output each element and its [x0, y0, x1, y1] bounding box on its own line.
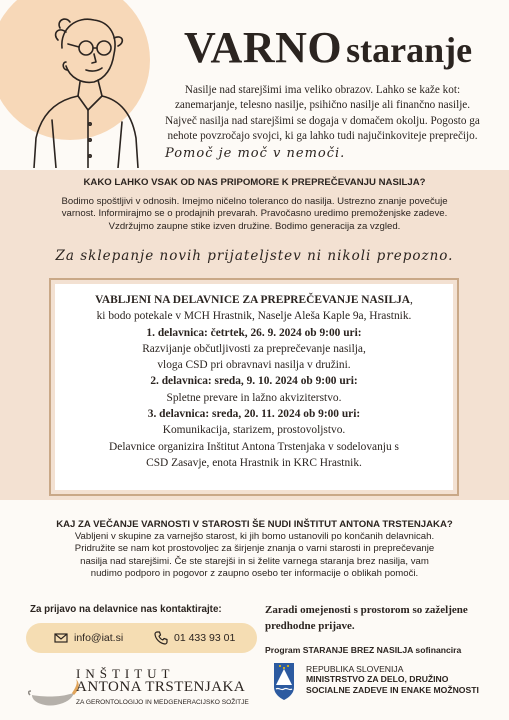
- intro-line: Največ nasilja nad starejšimi se dogaja v domačem okolju. Pogosto ga: [165, 114, 480, 127]
- ministry-line3: SOCIALNE ZADEVE IN ENAKE MOŽNOSTI: [306, 684, 479, 695]
- section2-paragraph: [0, 531, 509, 581]
- phone-icon: [154, 631, 168, 645]
- intro-line: nehote povzročajo svojci, ki ga lahko tudi najučinkoviteje preprečijo.: [167, 129, 478, 142]
- invite-line: [55, 292, 453, 308]
- phone-link[interactable]: 01 433 93 01: [174, 632, 236, 644]
- section1-line: varnost. Informirajmo se o prodajnih prevarah. Pravočasno uredimo premoženjske zadeve.: [61, 208, 448, 220]
- intro-paragraph: [150, 83, 495, 144]
- elderly-man-illustration: [22, 8, 142, 168]
- contact-label: Za prijavo na delavnice nas kontaktirajte:: [30, 604, 222, 615]
- institute-line1: INŠTITUT: [76, 666, 175, 681]
- section1-heading: KAKO LAHKO VSAK OD NAS PRIPOMORE K PREPREČEVANJU NASILJA?: [83, 177, 426, 188]
- section2-line: nudimo podporo in pogovor z zaupno osebo ter informacije o oblikah pomoči.: [90, 568, 419, 580]
- workshop-1-title: 1. delavnica: četrtek, 26. 9. 2024 ob 9:00 uri:: [146, 326, 362, 339]
- workshop-3-title: 3. delavnica: sreda, 20. 11. 2024 ob 9:00 uri:: [147, 408, 361, 421]
- workshop-3-line: Komunikacija, starizem, prostovoljstvo.: [162, 424, 346, 437]
- section1-paragraph: [0, 196, 509, 233]
- workshop-2-title: 2. delavnica: sreda, 9. 10. 2024 ob 9:00 uri:: [150, 375, 358, 388]
- motto-middle: Za sklepanje novih prijateljstev ni nikoli prepozno.: [55, 248, 454, 264]
- title-staranje: staranje: [346, 30, 473, 70]
- intro-line: Nasilje nad starejšimi ima veliko obrazov. Lahko se kaže kot:: [184, 84, 461, 96]
- institute-line2: ANTONA TRSTENJAKA: [76, 679, 246, 695]
- invite-bold: VABLJENI NA DELAVNICE ZA PREPREČEVANJE NASILJA: [95, 294, 411, 306]
- workshop-1-line: vloga CSD pri obravnavi nasilja v družini.: [157, 359, 351, 372]
- section2-heading: KAJ ZA VEČANJE VARNOSTI V STAROSTI ŠE NUDI INŠTITUT ANTONA TRSTENJAKA?: [56, 519, 453, 530]
- contact-pill: [26, 623, 257, 653]
- program-funding-note: Program STARANJE BREZ NASILJA sofinancira: [265, 645, 462, 655]
- ministry-logo: [306, 664, 479, 695]
- section2-line: Pridružite se nam kot prostovoljec za širjenje znanja o varni starosti in preprečevanje: [74, 543, 435, 555]
- invite-rest: ,: [410, 294, 413, 306]
- organizer-line: Delavnice organizira Inštitut Antona Trstenjaka v sodelovanju s: [109, 440, 399, 453]
- workshops-box: [49, 278, 459, 496]
- workshop-location: ki bodo potekale v MCH Hrastnik, Naselje Aleša Kaple 9a, Hrastnik.: [96, 310, 412, 323]
- registration-note: Zaradi omejenosti s prostorom so zaželjene predhodne prijave.: [265, 604, 468, 632]
- section2-line: nasilja nad starejšimi. Če ste starejši in si želite varnega staranja brez nasilja, vam: [80, 555, 429, 567]
- poster-title: [168, 22, 488, 73]
- intro-line: zanemarjanje, telesno nasilje, psihično nasilje ali finančno nasilje.: [174, 99, 471, 112]
- motto-top: Pomoč je moč v nemoči.: [165, 146, 346, 161]
- organizer-line: CSD Zasavje, enota Hrastnik in KRC Hrastnik.: [146, 456, 362, 469]
- ministry-line1: REPUBLIKA SLOVENIJA: [306, 664, 404, 674]
- title-varno: VARNO: [183, 23, 343, 72]
- section2-line: Vabljeni v skupine za varnejšo starost, ki jih bomo ustanovili po končanih delavnicah.: [74, 531, 435, 542]
- institute-line3: ZA GERONTOLOGIJO IN MEDGENERACIJSKO SOŽITJE: [76, 699, 249, 706]
- oil-lamp-icon: [28, 673, 80, 711]
- slovenia-coat-of-arms-icon: [272, 661, 296, 701]
- workshop-1-line: Razvijanje občutljivosti za preprečevanje nasilja,: [142, 342, 366, 355]
- section1-line: Vzdržujmo zaupne stike izven družine. Bodimo generacija za vzgled.: [108, 220, 401, 232]
- workshop-2-line: Spletne prevare in lažno akviziterstvo.: [166, 391, 342, 404]
- envelope-icon: [54, 631, 68, 645]
- workshops-box-content: [55, 284, 453, 490]
- email-link[interactable]: info@iat.si: [74, 632, 124, 644]
- institute-logo: [28, 663, 258, 718]
- ministry-line2: MINISTRSTVO ZA DELO, DRUŽINO: [306, 674, 449, 685]
- section1-line: Bodimo spoštljivi v odnosih. Imejmo ničelno toleranco do nasilja. Ustrezno znanje povečuje: [61, 196, 448, 207]
